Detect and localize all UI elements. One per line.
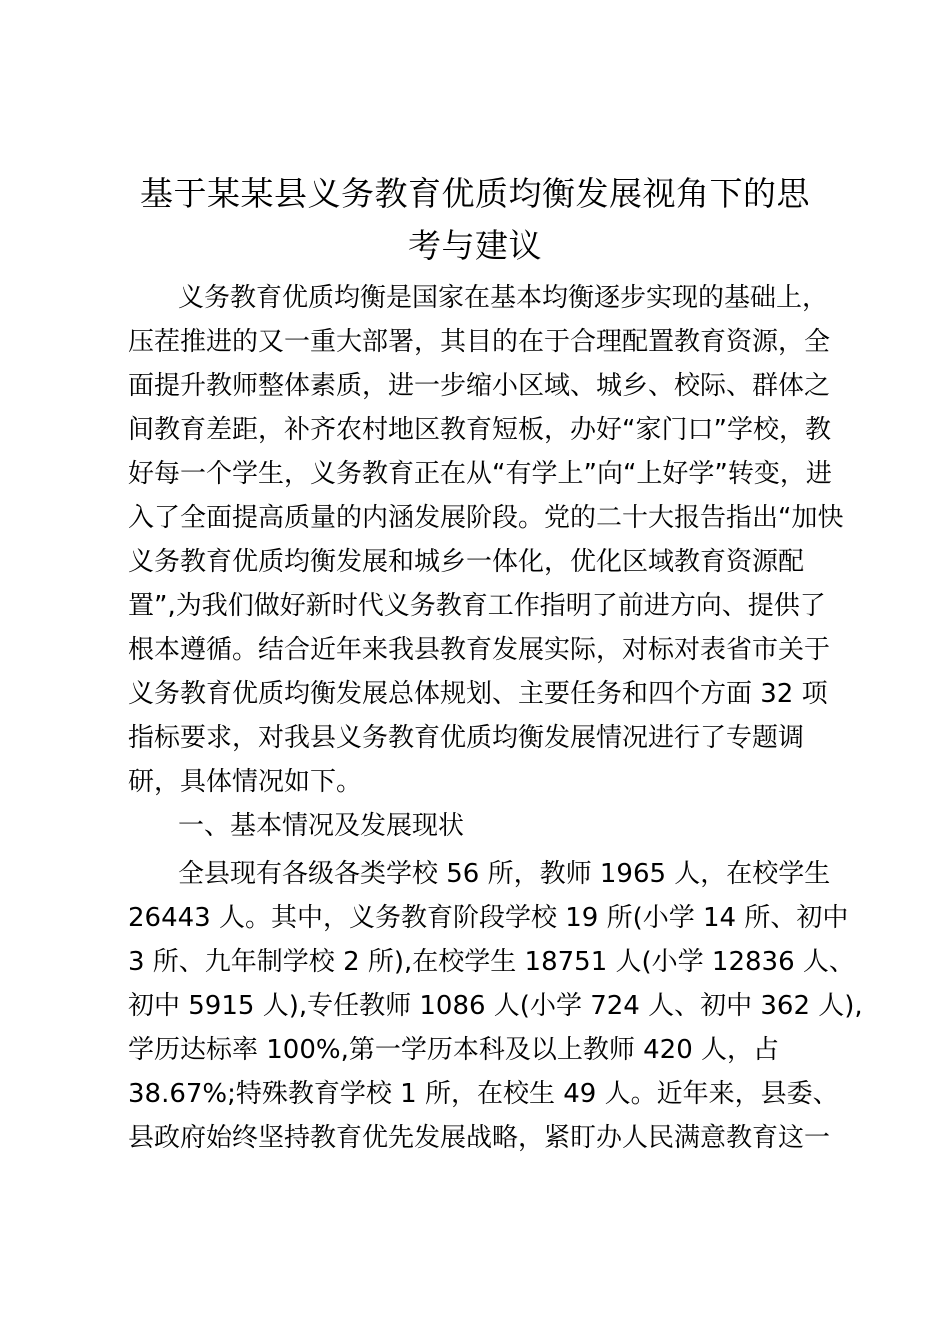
paragraph-1-line-12: 研，具体情况如下。 (128, 767, 363, 797)
paragraph-2-line-7: 县政府始终坚持教育优先发展战略，紧盯办人民满意教育这一 (128, 1123, 831, 1153)
paragraph-2-line-2: 26443 人。其中，义务教育阶段学校 19 所(小学 14 所、初中 (128, 903, 849, 933)
document-title-line-2: 考与建议 (408, 226, 542, 265)
section-heading: 一、基本情况及发展现状 (178, 811, 465, 841)
paragraph-2-line-1: 全县现有各级各类学校 56 所，教师 1965 人，在校学生 (178, 859, 831, 889)
paragraph-2-line-5: 学历达标率 100%,第一学历本科及以上教师 420 人，占 (128, 1035, 780, 1065)
paragraph-1-line-2: 压茬推进的又一重大部署，其目的在于合理配置教育资源，全 (128, 327, 831, 357)
paragraph-1-line-6: 入了全面提高质量的内涵发展阶段。党的二十大报告指出“加快 (128, 503, 844, 533)
paragraph-1-line-9: 根本遵循。结合近年来我县教育发展实际，对标对表省市关于 (128, 635, 831, 665)
paragraph-1-line-11: 指标要求，对我县义务教育优质均衡发展情况进行了专题调 (128, 723, 805, 753)
paragraph-1-line-4: 间教育差距，补齐农村地区教育短板，办好“家门口”学校，教 (128, 415, 831, 445)
paragraph-1-line-10: 义务教育优质均衡发展总体规划、主要任务和四个方面 32 项 (128, 679, 828, 709)
paragraph-1-line-7: 义务教育优质均衡发展和城乡一体化，优化区域教育资源配 (128, 547, 805, 577)
paragraph-1-line-8: 置”,为我们做好新时代义务教育工作指明了前进方向、提供了 (128, 591, 826, 621)
paragraph-1-line-3: 面提升教师整体素质，进一步缩小区域、城乡、校际、群体之 (128, 371, 831, 401)
paragraph-2-line-6: 38.67%;特殊教育学校 1 所，在校生 49 人。近年来，县委、 (128, 1079, 839, 1109)
paragraph-1-line-5: 好每一个学生，义务教育正在从“有学上”向“上好学”转变，进 (128, 459, 832, 489)
paragraph-1-line-1: 义务教育优质均衡是国家在基本均衡逐步实现的基础上， (178, 283, 829, 313)
paragraph-2-line-4: 初中 5915 人),专任教师 1086 人(小学 724 人、初中 362 人), (128, 991, 863, 1021)
document-title-line-1: 基于某某县义务教育优质均衡发展视角下的思 (140, 174, 810, 213)
paragraph-2-line-3: 3 所、九年制学校 2 所),在校学生 18751 人(小学 12836 人、 (128, 947, 855, 977)
